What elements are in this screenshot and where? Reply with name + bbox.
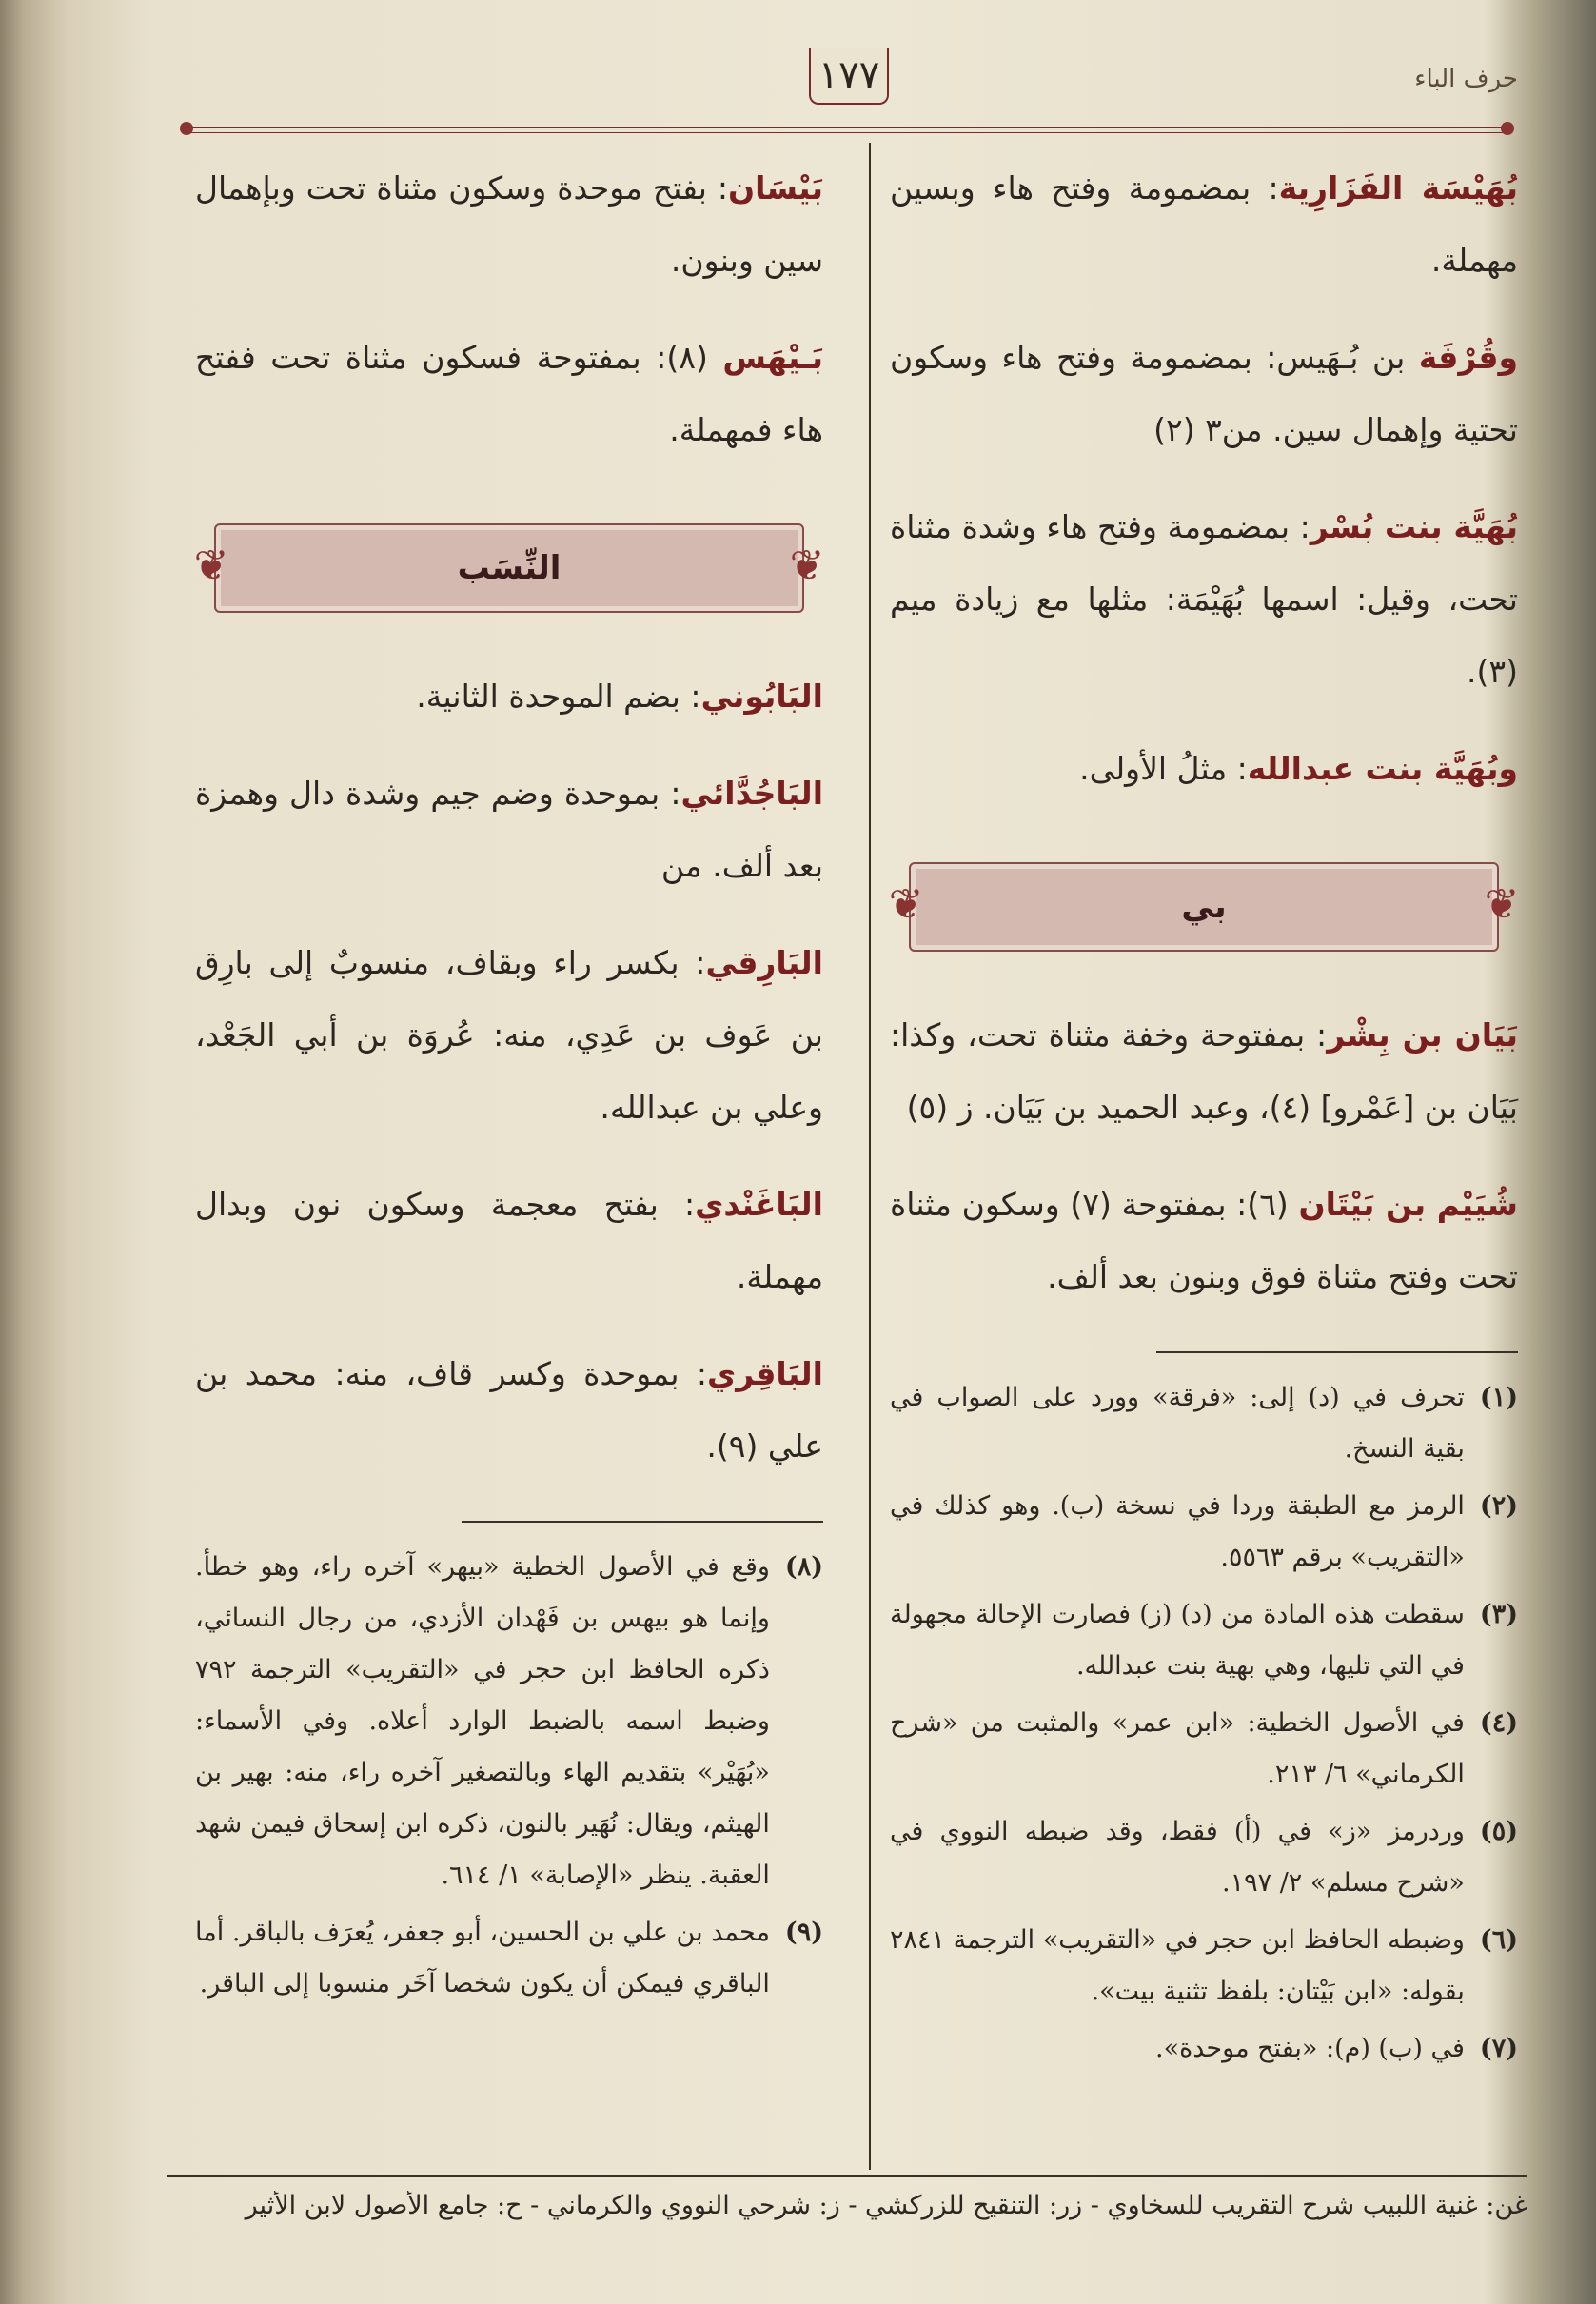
entry-text: : بمفتوحة وخفة مثناة تحت، وكذا: بَيَان بن [عَمْرو] (٤)، وعبد الحميد بن بَيَان. ز (٥) [890, 1016, 1518, 1126]
footnote [890, 1915, 1518, 2018]
entry-text: : مثلُ الأولى. [1079, 750, 1248, 787]
entry [890, 1169, 1518, 1313]
entry-text: : بمضمومة وفتح هاء وشدة مثناة تحت، وقيل: اسمها بُهَيْمَة: مثلها مع زيادة ميم (٣). [890, 508, 1518, 690]
entry [195, 322, 823, 466]
entry [890, 491, 1518, 708]
entry-text: (٨): بمفتوحة فسكون مثناة تحت ففتح هاء فمهملة. [195, 339, 823, 448]
entry [890, 733, 1518, 805]
footnote [890, 1589, 1518, 1692]
page-number: ١٧٧ [809, 48, 889, 105]
entry-headword: بَيْسَان [728, 169, 823, 207]
entry [195, 927, 823, 1144]
footnote-number: (١) [1479, 1383, 1518, 1412]
footnote-number: (٤) [1479, 1708, 1518, 1738]
entry [195, 758, 823, 902]
footnote-text: سقطت هذه المادة من (د) (ز) فصارت الإحالة مجهولة في التي تليها، وهي بهية بنت عبدالله. [890, 1600, 1465, 1681]
entry [195, 660, 823, 733]
footnote-number: (٨) [784, 1552, 823, 1582]
footnote-text: وردرمز «ز» في (أ) فقط، وقد ضبطه النووي في «شرح مسلم» ٢/ ١٩٧. [890, 1817, 1465, 1898]
footnote [890, 1372, 1518, 1475]
entry-headword: البَابُوني [700, 678, 823, 715]
running-head: حرف الباء [1414, 65, 1518, 93]
footnote-number: (٦) [1479, 1925, 1518, 1955]
entry-text: (٦): بمفتوحة (٧) وسكون مثناة تحت وفتح مثناة فوق وبنون بعد ألف. [890, 1186, 1518, 1295]
ornament-dot-icon [1501, 122, 1514, 135]
footnote-number: (٣) [1479, 1600, 1518, 1629]
entry-text: : بكسر راء وبقاف، منسوبٌ إلى بارِق بن عَوف بن عَدِي، منه: عُروَة بن أبي الجَعْد، وعلي بن عبدالله. [195, 944, 823, 1126]
flourish-icon: ❦ [193, 542, 229, 590]
entry-text: : بموحدة وكسر قاف، منه: محمد بن علي (٩). [195, 1355, 823, 1465]
entry-text: بن بُـهَيس: بمضمومة وفتح هاء وسكون تحتية وإهمال سين. من٣ (٢) [890, 339, 1518, 448]
entry-headword: البَاجُدَّائي [680, 775, 823, 812]
entry-text: : بضم الموحدة الثانية. [416, 678, 701, 715]
footnote-text: وقع في الأصول الخطية «بيهر» آخره راء، وهو خطأ. وإنما هو بيهس بن فَهْدان الأزدي، من رجال النسائي، ذكره الحافظ ابن حجر في «التقريب» الترجمة ٧٩٢ وضبط اسمه بالضبط الوارد أعلاه. وفي الأسماء: «بُهَيْر» بتقديم الهاء وبالتصغير آخره راء، منه: بهير بن الهيثم، ويقال: نُهَير بالنون، ذكره ابن إسحاق فيمن شهد العقبة. ينظر «الإصابة» ١/ ٦١٤. [195, 1552, 770, 1890]
header-rule [186, 127, 1508, 133]
footnote-number: (٧) [1479, 2034, 1518, 2063]
entry-text: : بفتح معجمة وسكون نون وبدال مهملة. [195, 1186, 823, 1295]
footnote-text: في الأصول الخطية: «ابن عمر» والمثبت من «شرح الكرماني» ٦/ ٢١٣. [890, 1708, 1465, 1789]
footnote-text: وضبطه الحافظ ابن حجر في «التقريب» الترجمة ٢٨٤١ بقوله: «ابن بَيْتان: بلفظ تثنية بيت». [890, 1925, 1465, 2006]
section-title: بي [1181, 888, 1227, 926]
flourish-icon: ❦ [1484, 880, 1520, 929]
section-banner [888, 862, 1520, 952]
footnote [890, 1806, 1518, 1909]
entry-headword: وقُرْفَة [1418, 339, 1518, 376]
footnote-number: (٩) [784, 1918, 823, 1947]
entry-text: : بفتح موحدة وسكون مثناة تحت وبإهمال سين وبنون. [195, 169, 823, 279]
entry-headword: بُهَيْسَة الفَزَارِية [1278, 169, 1518, 207]
entry-headword: البَاغَنْدي [695, 1186, 823, 1223]
footnote-number: (٢) [1479, 1491, 1518, 1521]
book-page [167, 38, 1527, 2294]
entry [195, 152, 823, 297]
ornament-dot-icon [180, 122, 193, 135]
footnote [195, 1542, 823, 1901]
column-divider [869, 143, 871, 2170]
entry-headword: البَارِقي [705, 944, 823, 981]
entry-headword: البَاقِري [707, 1355, 823, 1392]
footnote-rule [462, 1521, 823, 1523]
footnote-text: في (ب) (م): «بفتح موحدة». [1155, 2034, 1465, 2063]
entry-headword: شُيَيْم بن بَيْتَان [1298, 1186, 1519, 1223]
entry [890, 999, 1518, 1144]
entry-headword: وبُهَيَّة بنت عبدالله [1247, 750, 1518, 787]
entry [195, 1169, 823, 1313]
footer-rule [167, 2175, 1527, 2177]
left-column [195, 152, 823, 2016]
footnote [890, 2023, 1518, 2075]
footnote [890, 1481, 1518, 1584]
entry-text: : بموحدة وضم جيم وشدة دال وهمزة بعد ألف. من [195, 775, 823, 884]
footnote-number: (٥) [1479, 1817, 1518, 1846]
right-column [890, 152, 1518, 2080]
footnote-text: تحرف في (د) إلى: «فرقة» وورد على الصواب في بقية النسخ. [890, 1383, 1465, 1464]
flourish-icon: ❦ [789, 542, 825, 590]
entry-headword: بَـيْهَس [722, 339, 823, 376]
footnote-text: الرمز مع الطبقة وردا في نسخة (ب). وهو كذلك في «التقريب» برقم ٥٥٦٣. [890, 1491, 1465, 1572]
entry [195, 1338, 823, 1483]
footnote [195, 1907, 823, 2010]
entry-headword: بُهَيَّة بنت بُسْر [1310, 508, 1518, 545]
footnote-text: محمد بن علي بن الحسين، أبو جعفر، يُعرَف بالباقر. أما الباقري فيمكن أن يكون شخصا آخَر منسوبا إلى الباقر. [195, 1918, 770, 1999]
flourish-icon: ❦ [888, 880, 924, 929]
entry [890, 322, 1518, 466]
entry-text: : بمضمومة وفتح هاء وبسين مهملة. [890, 169, 1518, 279]
abbreviations-footer: غن: غنية اللبيب شرح التقريب للسخاوي - زر: التنقيح للزركشي - ز: شرحي النووي والكرماني - ح: جامع الأصول لابن الأثير [245, 2191, 1527, 2220]
section-banner [193, 523, 825, 613]
section-title: النِّسَب [457, 549, 562, 587]
entry-headword: بَيَان بن بِشْر [1327, 1016, 1519, 1054]
footnote [890, 1698, 1518, 1801]
entry [890, 152, 1518, 297]
footnote-rule [1156, 1351, 1518, 1353]
